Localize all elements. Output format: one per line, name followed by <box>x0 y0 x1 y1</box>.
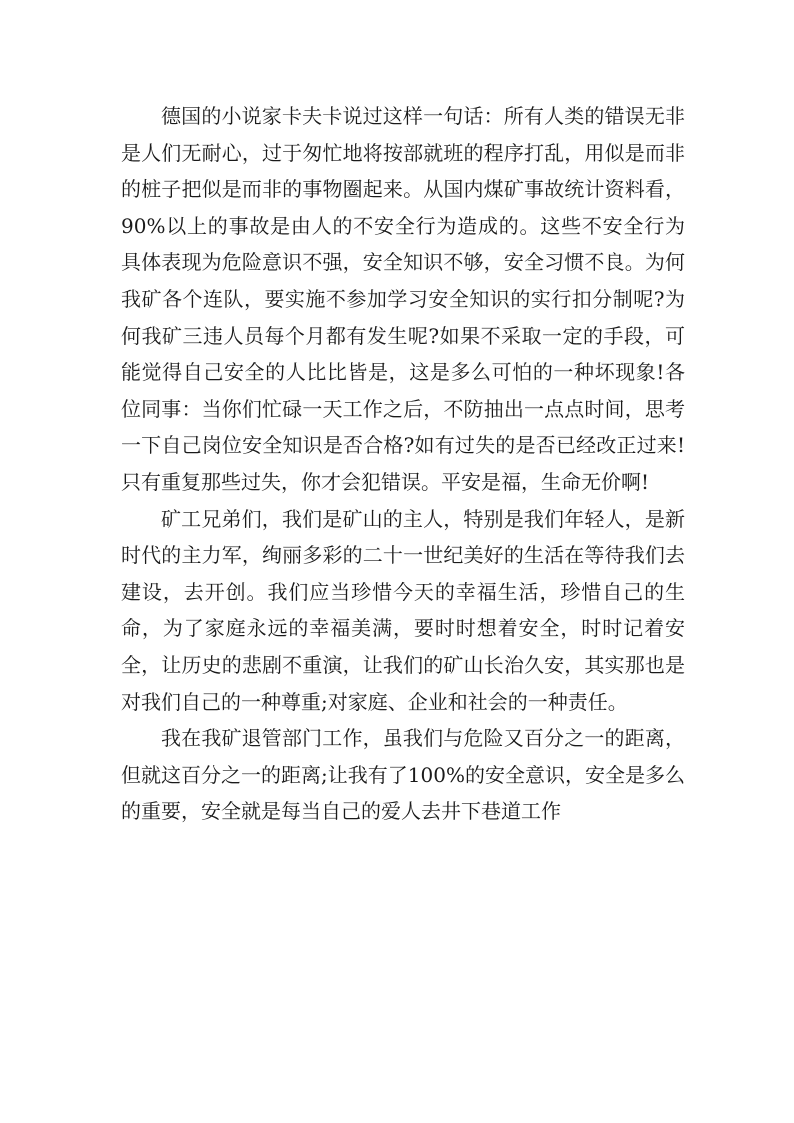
paragraph-kafka-quote: 德国的小说家卡夫卡说过这样一句话：所有人类的错误无非是人们无耐心，过于匆忙地将按部就班的程序打乱，用似是而非的桩子把似是而非的事物圈起来。从国内煤矿事故统计资料看，90%以上的事故是由人的不安全行为造成的。这些不安全行为具体表现为危险意识不强，安全知识不够，安全习惯不良。为何我矿各个连队，要实施不参加学习安全知识的实行扣分制呢?为何我矿三违人员每个月都有发生呢?如果不采取一定的手段，可能觉得自己安全的人比比皆是，这是多么可怕的一种坏现象!各位同事：当你们忙碌一天工作之后，不防抽出一点点时间，思考一下自己岗位安全知识是否合格?如有过失的是否已经改正过来!只有重复那些过失，你才会犯错误。平安是福，生命无价啊! <box>121 104 685 494</box>
paragraph-retirement-department: 我在我矿退管部门工作，虽我们与危险又百分之一的距离，但就这百分之一的距离;让我有了100%的安全意识，安全是多么的重要，安全就是每当自己的爱人去井下巷道工作 <box>121 726 685 824</box>
document-body <box>121 98 685 830</box>
paragraph-miner-brothers: 矿工兄弟们，我们是矿山的主人，特别是我们年轻人，是新时代的主力军，绚丽多彩的二十一世纪美好的生活在等待我们去建设，去开创。我们应当珍惜今天的幸福生活，珍惜自己的生命，为了家庭永远的幸福美满，要时时想着安全，时时记着安全，让历史的悲剧不重演，让我们的矿山长治久安，其实那也是对我们自己的一种尊重;对家庭、企业和社会的一种责任。 <box>121 506 685 714</box>
